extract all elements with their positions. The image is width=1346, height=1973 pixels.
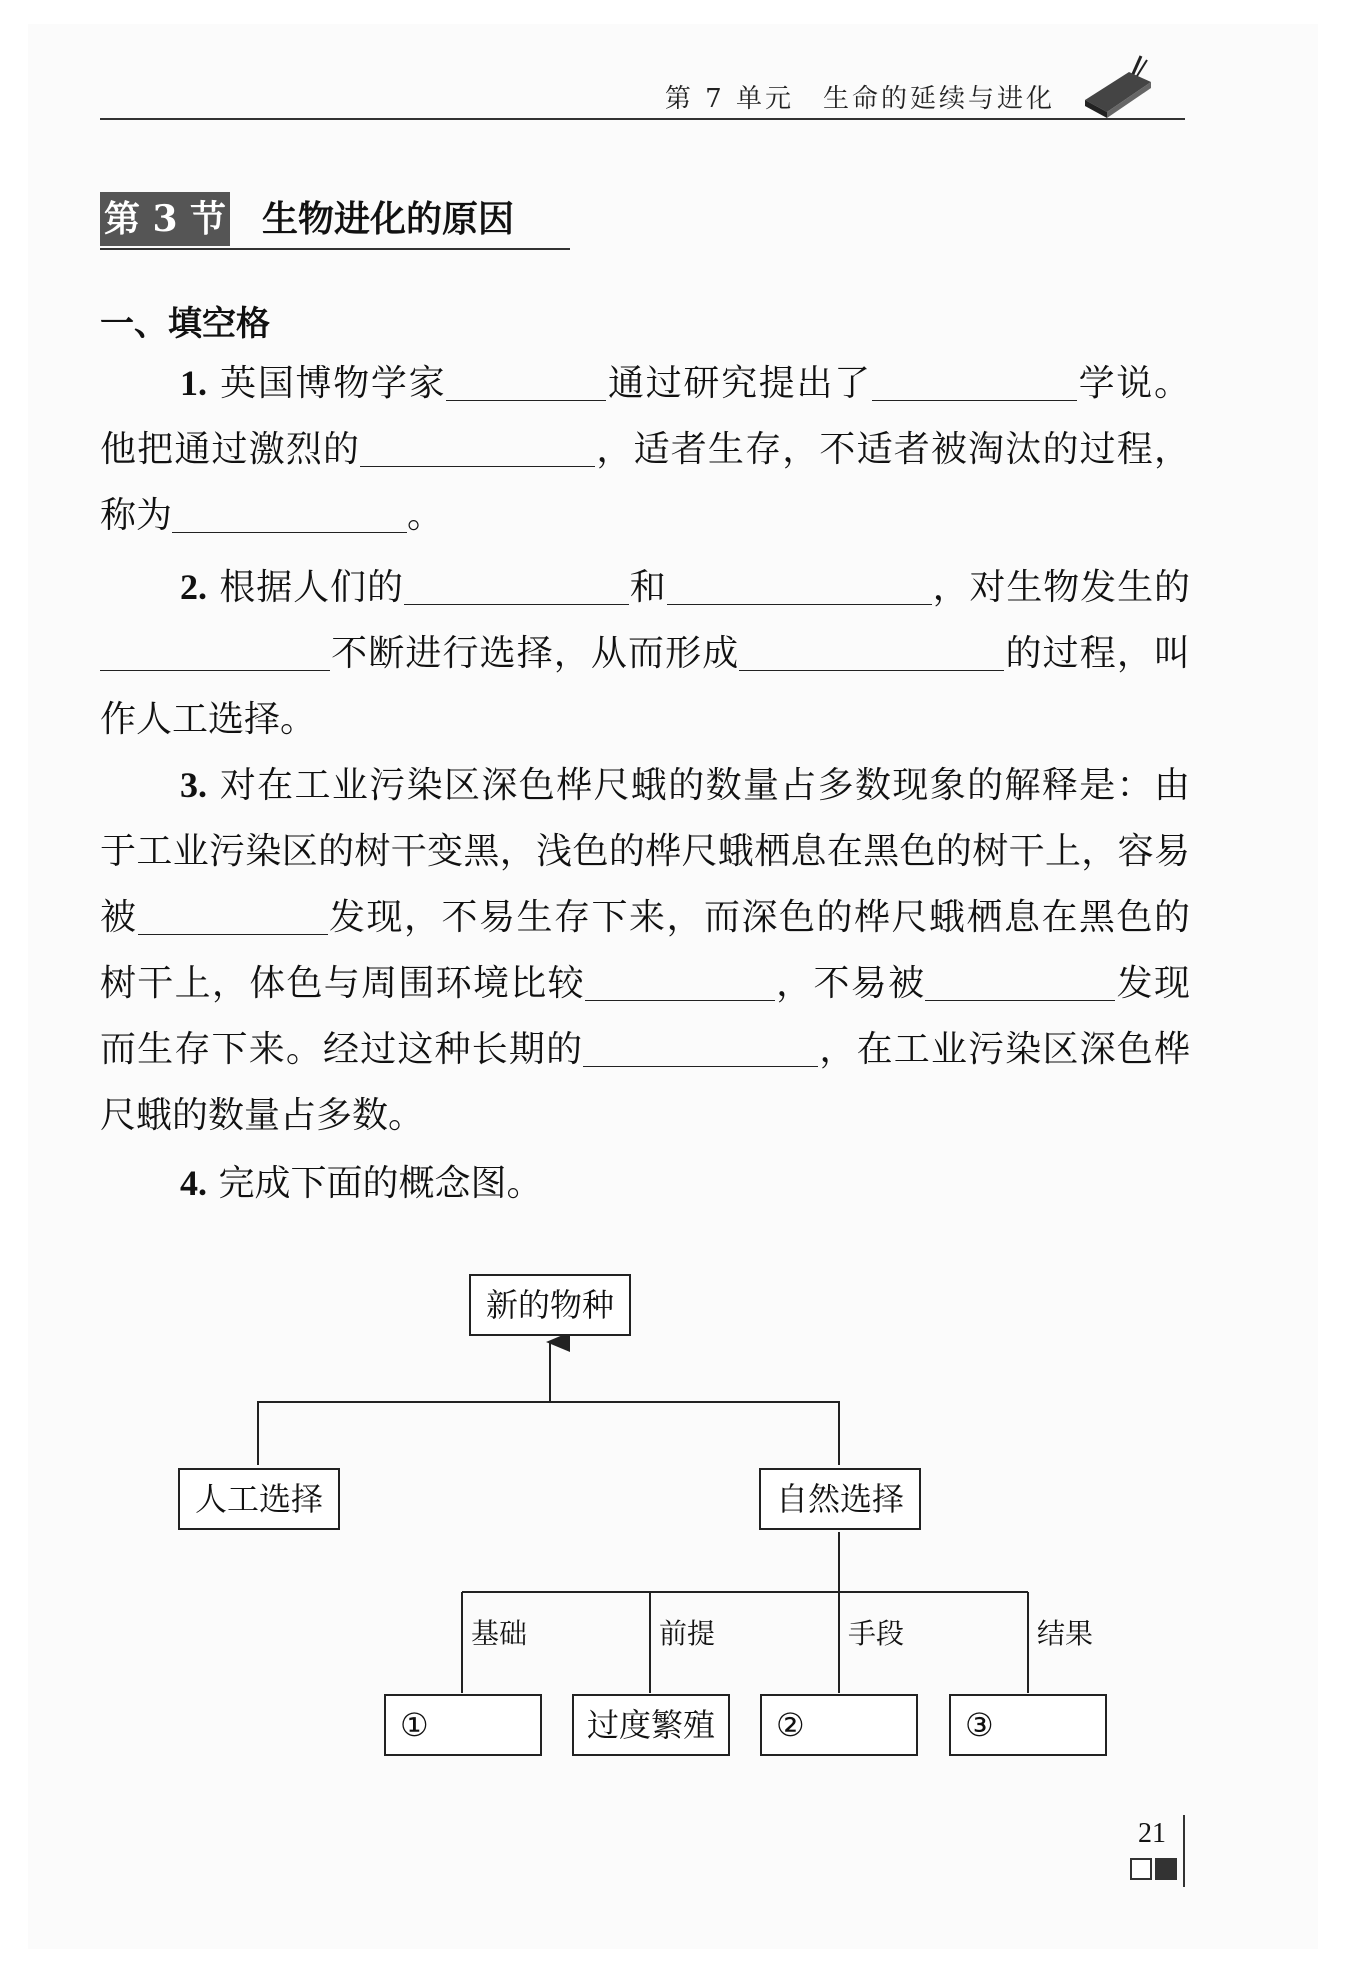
question-number: 1. <box>180 363 207 403</box>
page-marker-square-outline <box>1130 1858 1152 1880</box>
question-text: ，适者生存，不适者被淘汰的过程，称为 <box>100 429 1190 536</box>
blank-box-1[interactable]: ① <box>384 1694 542 1756</box>
artificial-selection-box: 人工选择 <box>178 1468 340 1530</box>
question-text: 学说。他把通过激烈的 <box>100 363 1190 470</box>
natural-selection-box: 自然选择 <box>759 1468 921 1530</box>
question-text: ，对生物发生的 <box>931 567 1190 608</box>
unit-title: 第 7 单元 生命的延续与进化 <box>664 84 1055 114</box>
question-text: 。 <box>407 495 444 536</box>
new-species-box: 新的物种 <box>469 1274 631 1336</box>
question-text: 完成下面的概念图。 <box>218 1163 543 1204</box>
blank-box-2[interactable]: ② <box>760 1694 918 1756</box>
page-marker-line <box>1183 1815 1185 1887</box>
label-means: 手段 <box>848 1617 905 1650</box>
question-text: 和 <box>628 567 667 608</box>
question-text: 发现，不易生存下来，而深色的桦尺蛾栖息在黑色的树干上，体色与周围环境比较 <box>100 897 1190 1004</box>
question-text: ，不易被 <box>774 963 926 1004</box>
question-text: 发现而生存下来。经过这种长期的 <box>100 963 1190 1070</box>
label-result: 结果 <box>1037 1617 1094 1650</box>
question-text: ，在工业污染区深色桦尺蛾的数量占多数。 <box>100 1029 1190 1136</box>
label-basis: 基础 <box>471 1617 528 1650</box>
part-title: 一、填空格 <box>100 304 270 344</box>
question-text: 的过程，叫作人工选择。 <box>100 633 1190 740</box>
question-text: 对在工业污染区深色桦尺蛾的数量占多数现象的解释是：由于工业污染区的树干变黑，浅色的桦尺蛾栖息在黑色的树干上，容易被 <box>100 765 1190 938</box>
section-title: 生物进化的原因 <box>262 198 515 240</box>
page-marker-square-filled <box>1155 1858 1177 1880</box>
overbreeding-box: 过度繁殖 <box>572 1694 730 1756</box>
page-number: 21 <box>1138 1818 1166 1849</box>
label-premise: 前提 <box>659 1617 716 1650</box>
question-text: 通过研究提出了 <box>606 363 872 404</box>
question-number: 2. <box>180 567 207 607</box>
question-text: 不断进行选择，从而形成 <box>330 633 740 674</box>
question-text: 根据人们的 <box>219 567 404 608</box>
question-number: 4. <box>180 1163 207 1203</box>
section-number: 第 3 节 <box>100 192 230 246</box>
question-text: 英国博物学家 <box>220 363 447 404</box>
question-number: 3. <box>180 765 207 805</box>
blank-box-3[interactable]: ③ <box>949 1694 1107 1756</box>
